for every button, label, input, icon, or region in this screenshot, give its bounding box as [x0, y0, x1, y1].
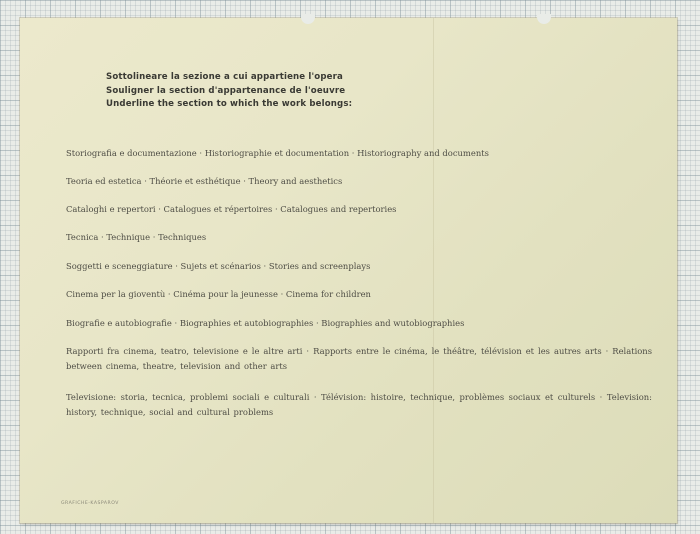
section-historiography[interactable]: Storiografia e documentazione · Historiographie et documentation · Historiography and documents: [66, 148, 489, 158]
section-theory-aesthetics[interactable]: Teoria ed estetica · Théorie et esthétique · Theory and aesthetics: [66, 176, 343, 186]
section-cinema-children[interactable]: Cinema per la gioventù · Cinéma pour la jeunesse · Cinema for children: [66, 289, 371, 299]
section-catalogues[interactable]: Cataloghi e repertori · Catalogues et répertoires · Catalogues and repertories: [66, 204, 397, 214]
paper-tear-notch: [301, 14, 315, 24]
printer-mark: GRAFICHE-KASPAROV: [61, 501, 119, 506]
form-sheet: [20, 18, 677, 523]
instruction-english: Underline the section to which the work belongs:: [106, 99, 353, 109]
instruction-italian: Sottolineare la sezione a cui appartiene l'opera: [106, 72, 343, 82]
instruction-french: Souligner la section d'appartenance de l'oeuvre: [106, 85, 346, 96]
section-techniques[interactable]: Tecnica · Technique · Techniques: [66, 232, 207, 242]
section-television[interactable]: Televisione: storia, tecnica, problemi sociali e culturali · Télévision: histoire, technique, problèmes sociaux et culturels · Television: history, technique, social and cultural problems: [66, 392, 652, 417]
section-cinema-arts-relations[interactable]: Rapporti fra cinema, teatro, televisione e le altre arti · Rapports entre le cinéma, le théâtre, télévision et les autres arts · Relations between cinema, theatre, television and other arts: [66, 346, 652, 371]
section-biographies[interactable]: Biografie e autobiografie · Biographies et autobiographies · Biographies and wutobiographies: [66, 318, 465, 328]
section-stories-screenplays[interactable]: Soggetti e sceneggiature · Sujets et scénarios · Stories and screenplays: [66, 261, 371, 271]
paper-tear-notch: [537, 14, 551, 24]
instruction-header: [106, 71, 352, 112]
